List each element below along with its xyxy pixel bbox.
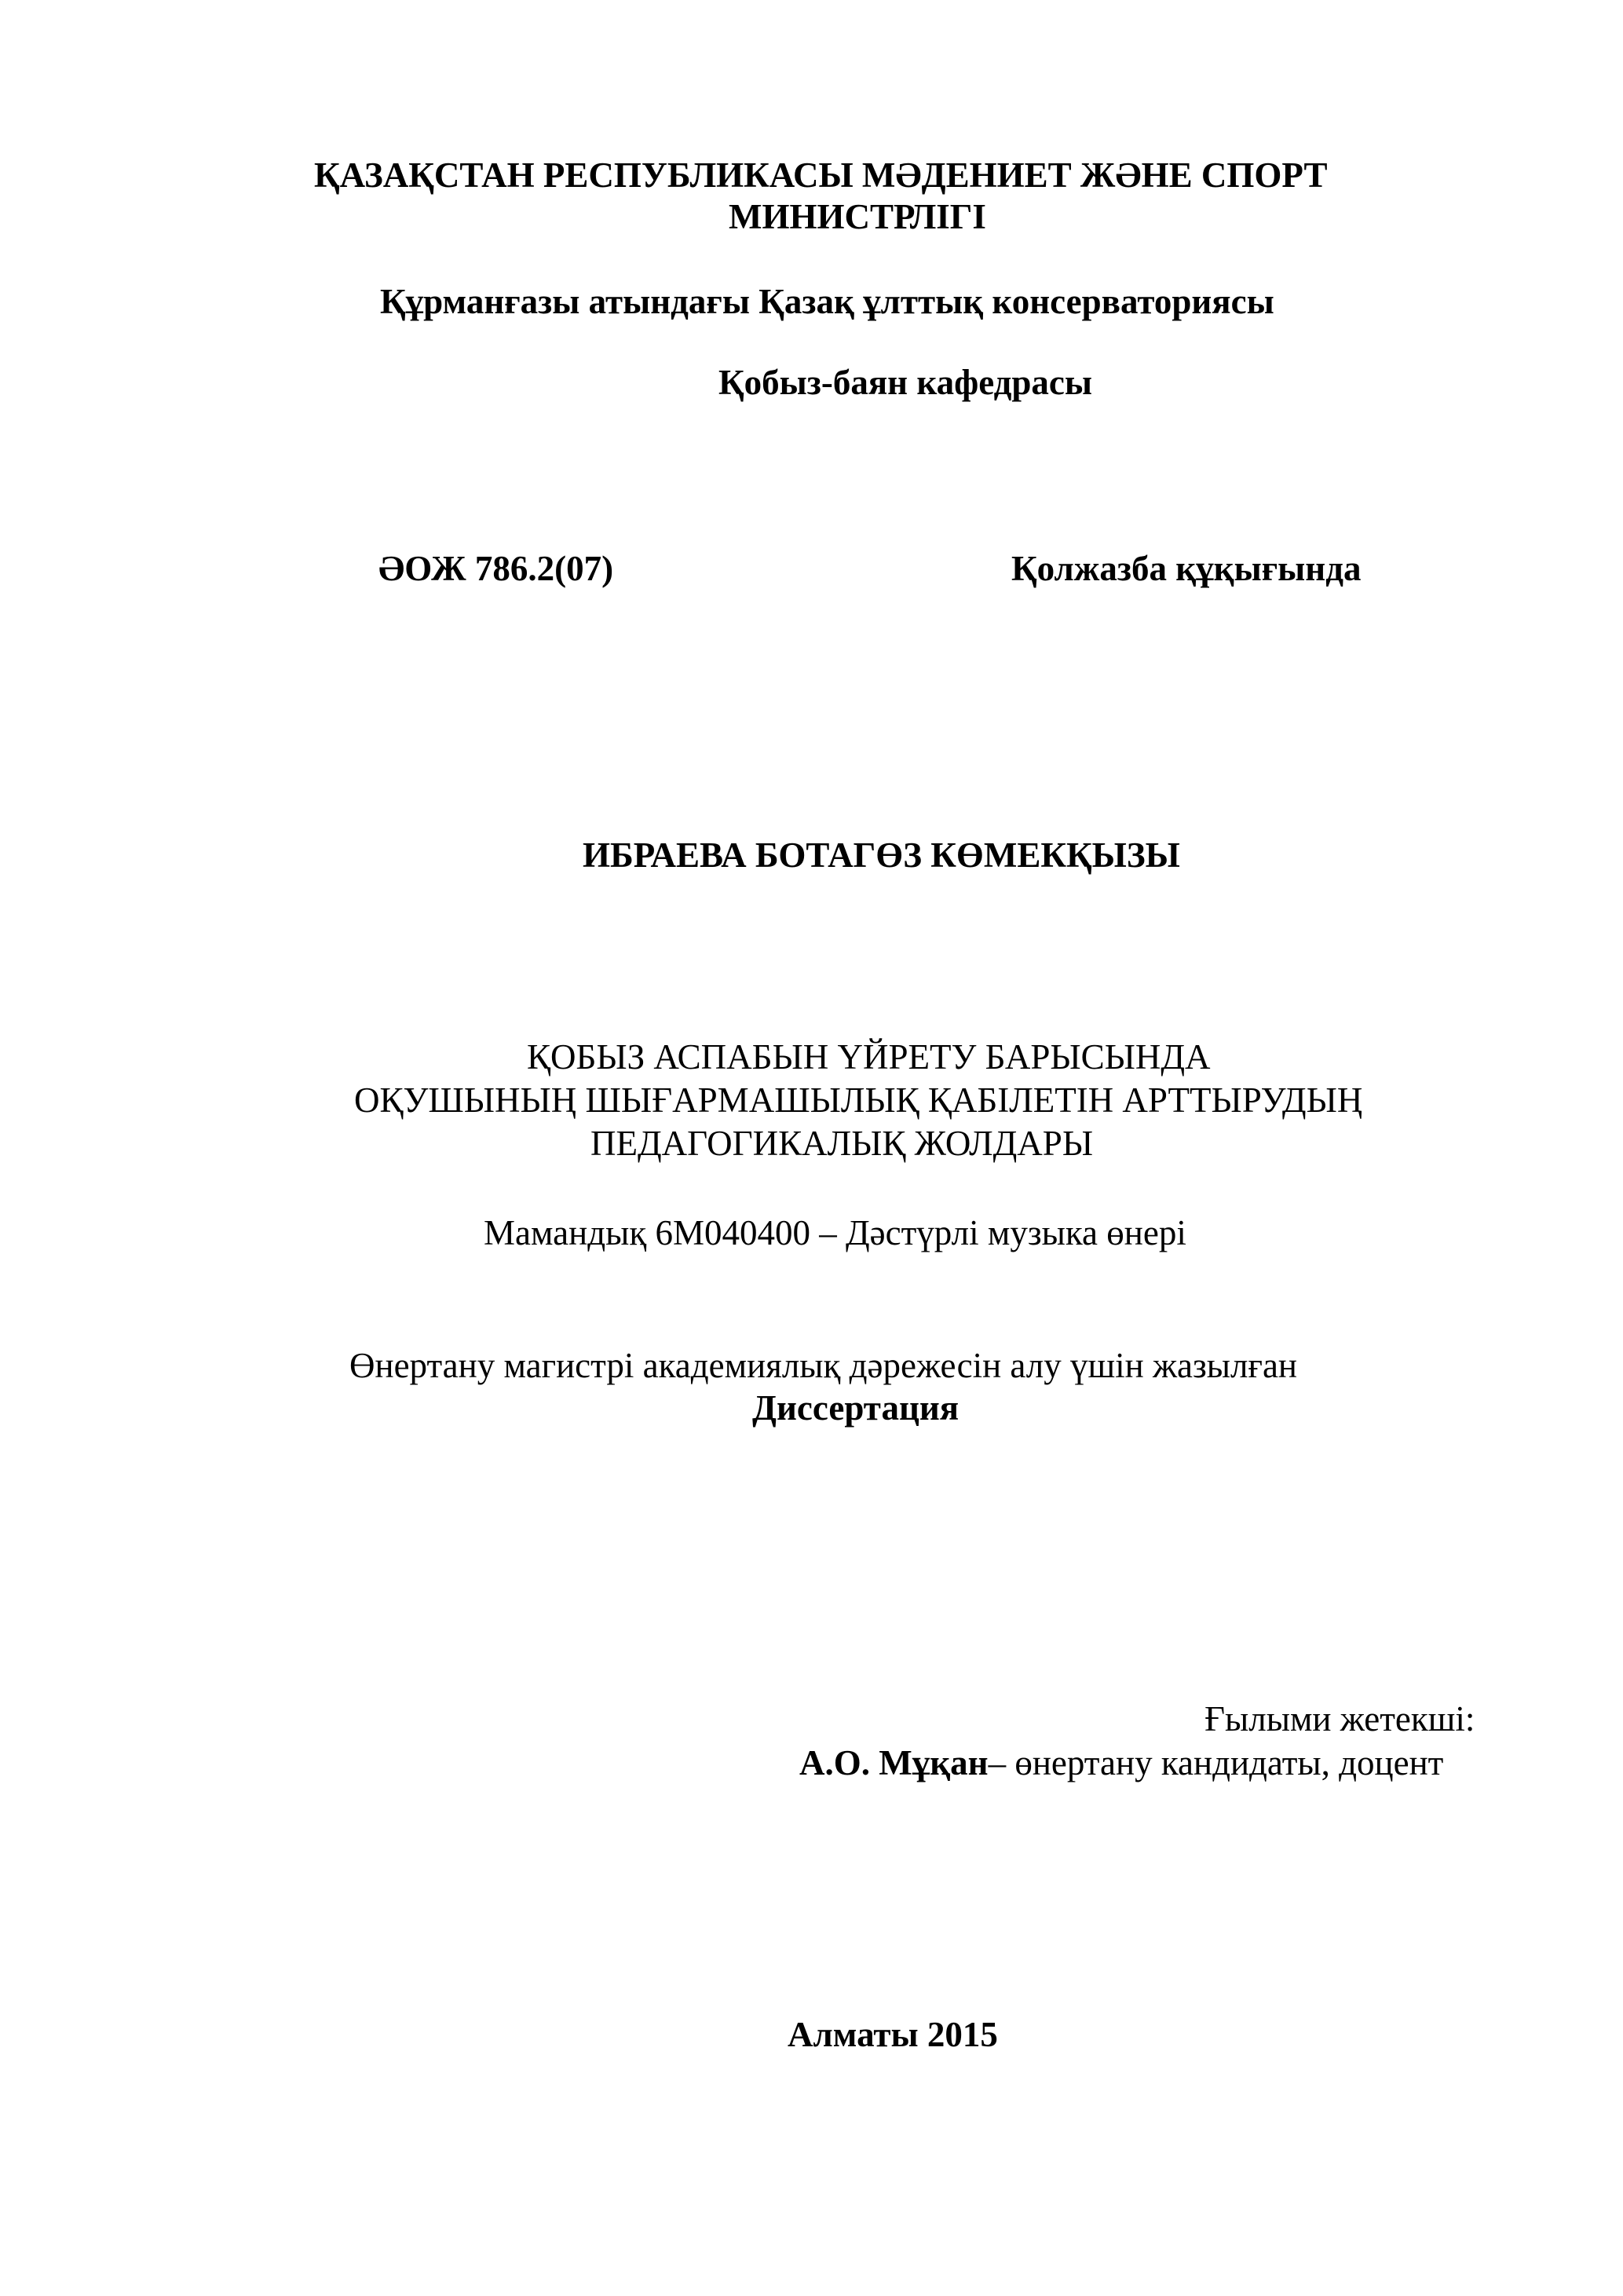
supervisor-details: – өнертану кандидаты, доцент	[988, 1743, 1444, 1782]
ministry-line-2: МИНИСТРЛІГІ	[729, 197, 986, 236]
thesis-title-line-3: ПЕДАГОГИКАЛЫҚ ЖОЛДАРЫ	[590, 1124, 1094, 1163]
ministry-line-1: ҚАЗАҚСТАН РЕСПУБЛИКАСЫ МӘДЕНИЕТ ЖӘНЕ СПОРТ	[314, 155, 1328, 195]
supervisor-label: Ғылыми жетекші:	[1204, 1699, 1475, 1738]
specialty: Мамандық 6М040400 – Дәстүрлі музыка өнері	[484, 1213, 1186, 1252]
udc-code: ӘОЖ 786.2(07)	[378, 549, 614, 588]
institution-name: Құрманғазы атындағы Қазақ ұлттық консерваториясы	[380, 282, 1274, 321]
thesis-title-line-2: ОҚУШЫНЫҢ ШЫҒАРМАШЫЛЫҚ ҚАБІЛЕТІН АРТТЫРУДЫҢ	[354, 1080, 1363, 1120]
degree-line-1: Өнертану магистрі академиялық дәрежесін алу үшін жазылған	[349, 1346, 1298, 1385]
supervisor-line	[799, 1742, 1443, 1783]
author-name: ИБРАЕВА БОТАГӨЗ КӨМЕКҚЫЗЫ	[583, 835, 1180, 875]
manuscript-rights: Қолжазба құқығында	[1011, 549, 1362, 588]
supervisor-name: А.О. Мұқан	[799, 1743, 989, 1782]
city-year: Алматы 2015	[788, 2015, 998, 2054]
degree-line-2: Диссертация	[752, 1388, 960, 1428]
department-name: Қобыз-баян кафедрасы	[718, 363, 1093, 402]
thesis-title-line-1: ҚОБЫЗ АСПАБЫН ҮЙРЕТУ БАРЫСЫНДА	[527, 1037, 1211, 1077]
